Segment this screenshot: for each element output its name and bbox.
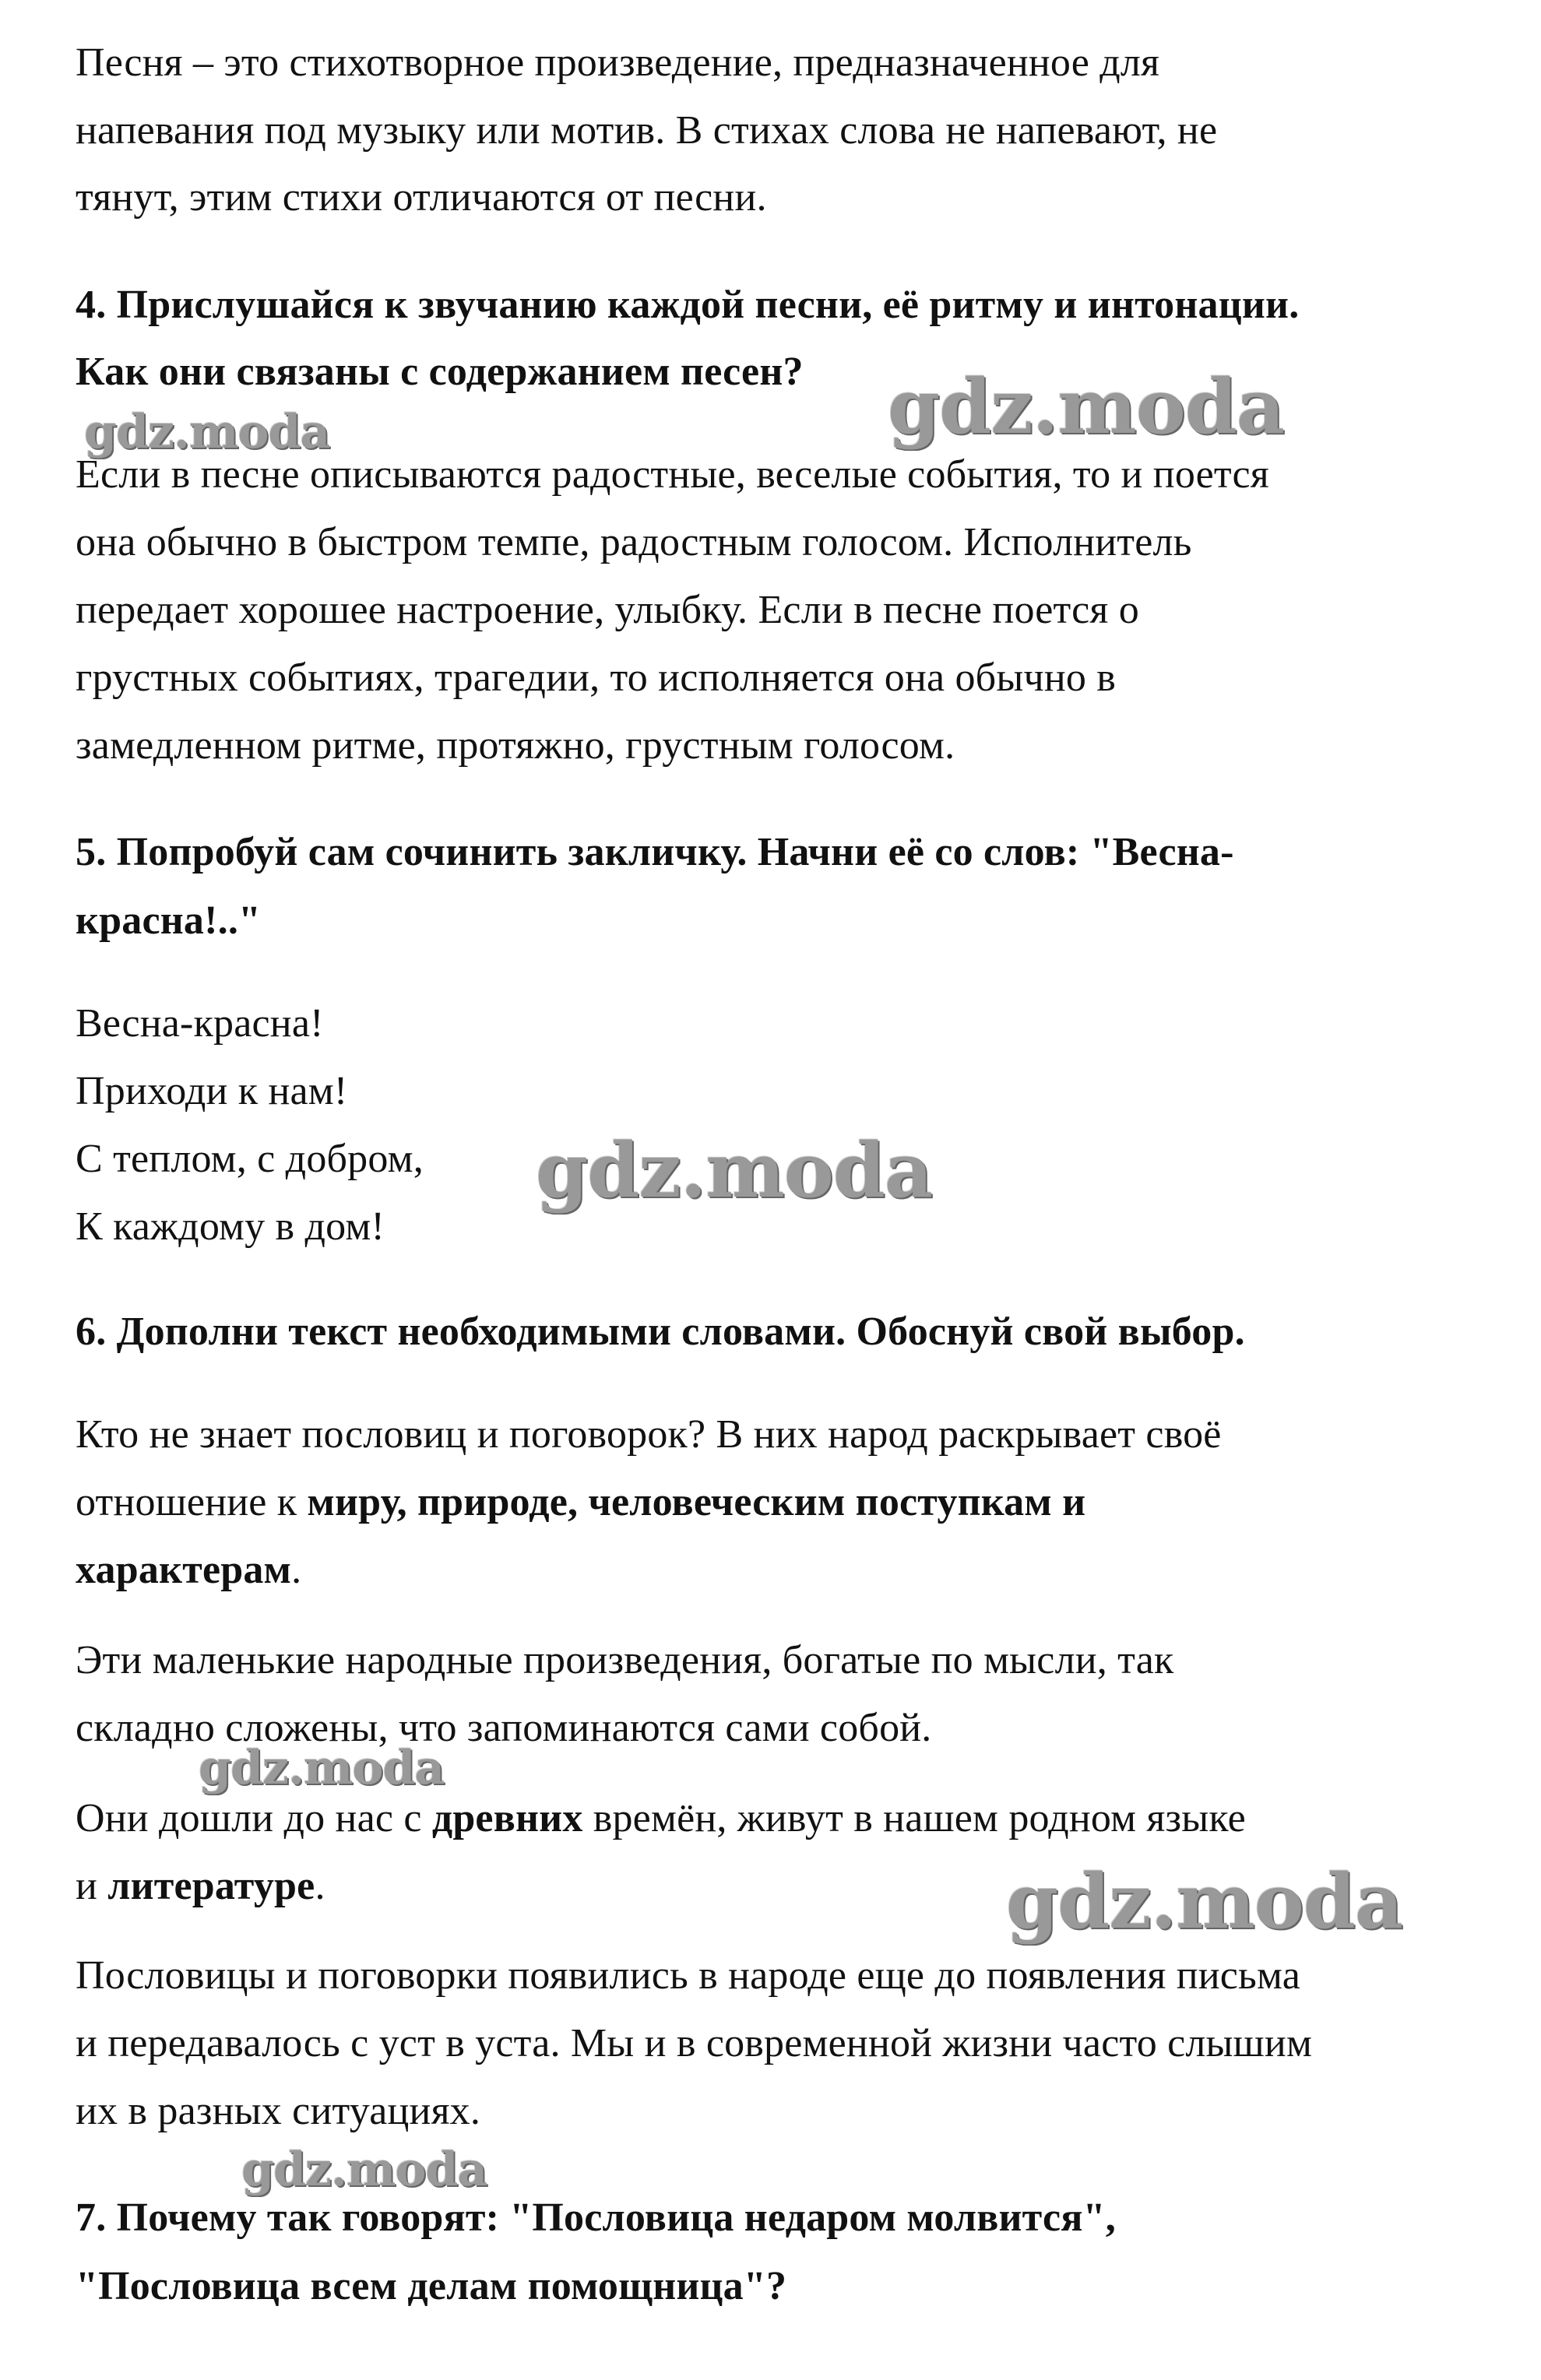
- watermark-logo: gdz.moda: [199, 1741, 445, 1795]
- watermark-logo: gdz.moda: [888, 363, 1285, 451]
- poem-line-4: К каждому в дом!: [76, 1204, 385, 1249]
- question-4-line-2: Как они связаны с содержанием песен?: [76, 350, 804, 394]
- answer-6-p3-line-2-text: и: [76, 1864, 108, 1908]
- answer-6-p3-line-2-bold: литературе: [107, 1864, 315, 1908]
- answer-6-p1-line-2: [76, 1479, 1085, 1526]
- watermark-logo: gdz.moda: [1006, 1858, 1403, 1946]
- answer-6-p1-line-2-bold: миру, природе, человеческим поступкам и: [307, 1480, 1086, 1524]
- watermark-logo: gdz.moda: [241, 2143, 487, 2197]
- answer-4-line-1: Если в песне описываются радостные, веселые события, то и поется: [76, 452, 1269, 497]
- answer-4-line-3: передает хорошее настроение, улыбку. Если в песне поется о: [76, 588, 1139, 632]
- answer-4-line-5: замедленном ритме, протяжно, грустным голосом.: [76, 723, 955, 768]
- answer-6-p3-line-2: [76, 1863, 325, 1910]
- answer-6-p4-line-1: Пословицы и поговорки появились в народе еще до появления письма: [76, 1953, 1300, 1998]
- watermark-logo: gdz.moda: [536, 1127, 933, 1215]
- question-5-line-2: красна!..": [76, 898, 262, 943]
- answer-6-p3-line-1-text: Они дошли до нас с: [76, 1796, 432, 1840]
- poem-line-2: Приходи к нам!: [76, 1069, 348, 1113]
- answer-6-p2-line-1: Эти маленькие народные произведения, богатые по мысли, так: [76, 1638, 1174, 1682]
- answer-4-line-2: она обычно в быстром темпе, радостным голосом. Исполнитель: [76, 520, 1192, 564]
- question-7-line-2: "Пословица всем делам помощница"?: [76, 2264, 787, 2308]
- answer-6-p3-line-1-end: времён, живут в нашем родном языке: [582, 1796, 1246, 1840]
- answer-6-p1-line-2-text: отношение к: [76, 1480, 308, 1524]
- answer-6-p4-line-3: их в разных ситуациях.: [76, 2089, 481, 2133]
- poem-line-3: С теплом, с добром,: [76, 1137, 424, 1181]
- question-7-line-1: 7. Почему так говорят: "Пословица недаром молвится",: [76, 2195, 1116, 2240]
- intro-line-1: Песня – это стихотворное произведение, предназначенное для: [76, 40, 1160, 85]
- intro-line-2: напевания под музыку или мотив. В стихах слова не напевают, не: [76, 108, 1218, 153]
- answer-6-p1-line-3-bold: характерам: [76, 1548, 292, 1592]
- intro-line-3: тянут, этим стихи отличаются от песни.: [76, 175, 767, 220]
- answer-6-p1-line-3-text: .: [291, 1548, 302, 1592]
- answer-6-p4-line-2: и передавалось с уст в уста. Мы и в современной жизни часто слышим: [76, 2021, 1313, 2065]
- poem-line-1: Весна-красна!: [76, 1001, 324, 1046]
- answer-6-p1-line-3: [76, 1547, 301, 1594]
- watermark-logo: gdz.moda: [84, 405, 330, 459]
- question-6: 6. Дополни текст необходимыми словами. Обоснуй свой выбор.: [76, 1310, 1245, 1354]
- answer-6-p3-line-1: [76, 1795, 1246, 1842]
- answer-6-p1-line-1: Кто не знает пословиц и поговорок? В них народ раскрывает своё: [76, 1412, 1222, 1457]
- answer-4-line-4: грустных событиях, трагедии, то исполняется она обычно в: [76, 656, 1117, 700]
- question-5-line-1: 5. Попробуй сам сочинить закличку. Начни её со слов: "Весна-: [76, 830, 1234, 874]
- answer-6-p2-line-2: складно сложены, что запоминаются сами собой.: [76, 1706, 932, 1750]
- answer-6-p3-line-1-bold: древних: [431, 1796, 583, 1840]
- question-4-line-1: 4. Прислушайся к звучанию каждой песни, её ритму и интонации.: [76, 283, 1300, 327]
- answer-6-p3-line-2-end: .: [315, 1864, 325, 1908]
